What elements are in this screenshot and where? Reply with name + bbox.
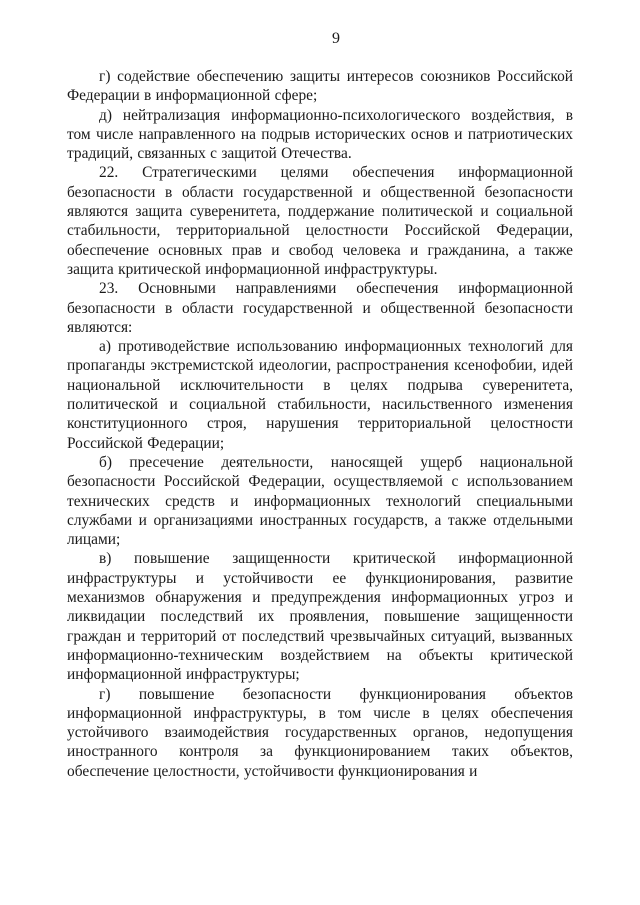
paragraph-item-g2: г) повышение безопасности функционирования объектов информационной инфраструктуры, в том числе в целях обеспечения устойчивого взаимодействия государственных органов, недопущения иностранного контроля за функционированием таких объектов, обеспечение целостности, устойчивости функционирования и: [67, 685, 573, 780]
paragraph-item-v: в) повышение защищенности критической информационной инфраструктуры и устойчивости ее функционирования, развитие механизмов обнаружения и предупреждения информационных угроз и ликвидации последствий их проявления, повышение защищенности граждан и территорий от последствий чрезвычайных ситуаций, вызванных информационно-техническим воздействием на объекты критической информационной инфраструктуры;: [67, 550, 573, 684]
paragraph-item-g: г) содействие обеспечению защиты интересов союзников Российской Федерации в информационной сфере;: [67, 68, 573, 105]
paragraph-clause-23: 23. Основными направлениями обеспечения информационной безопасности в области государственной и общественной безопасности являются:: [67, 280, 573, 336]
paragraph-item-d: д) нейтрализация информационно-психологического воздействия, в том числе направленного на подрыв исторических основ и патриотических традиций, связанных с защитой Отечества.: [67, 106, 573, 163]
paragraph-clause-22: 22. Стратегическими целями обеспечения информационной безопасности в области государственной и общественной безопасности являются защита суверенитета, поддержание политической и социальной стабильности, территориальной целостности Российской Федерации, обеспечение основных прав и свобод человека и гражданина, а также защита критической информационной инфраструктуры.: [67, 164, 573, 278]
document-body: [67, 67, 573, 781]
paragraph-item-a: а) противодействие использованию информационных технологий для пропаганды экстремистской идеологии, распространения ксенофобии, идей национальной исключительности в целях подрыва суверенитета, политической и социальной стабильности, насильственного изменения конституционного строя, нарушения территориальной целостности Российской Федерации;: [67, 338, 573, 452]
page-number: 9: [332, 30, 340, 47]
paragraph-item-b: б) пресечение деятельности, наносящей ущерб национальной безопасности Российской Федерации, осуществляемой с использованием технических средств и информационных технологий специальными службами и организациями иностранных государств, а также отдельными лицами;: [67, 453, 573, 549]
